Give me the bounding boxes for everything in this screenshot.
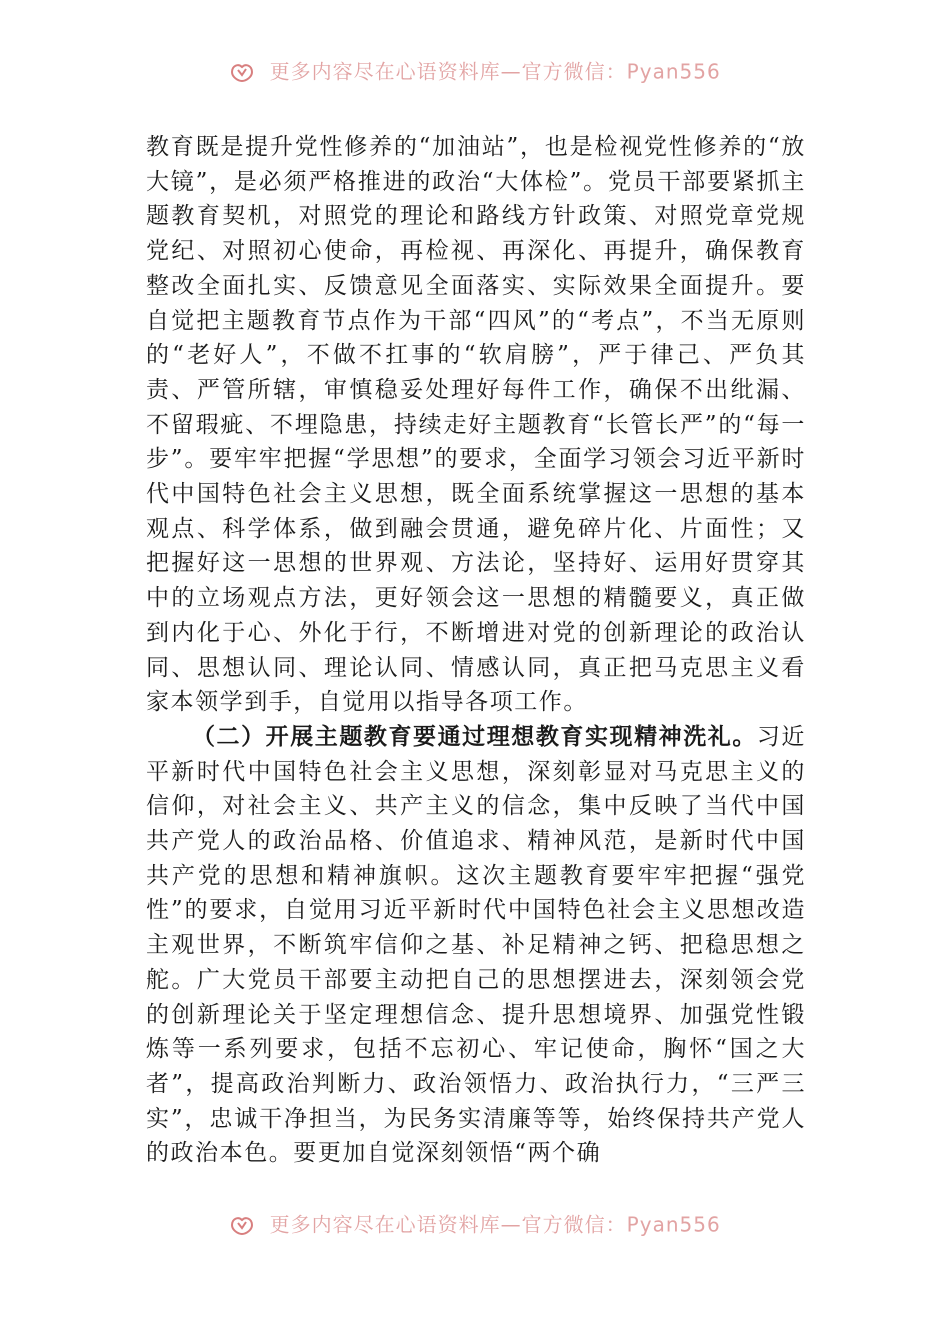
- watermark-header: [0, 58, 950, 84]
- watermark-logo-icon: [229, 61, 255, 83]
- document-body: [146, 130, 806, 1171]
- paragraph-text: 习近平新时代中国特色社会主义思想，深刻彰显对马克思主义的信仰，对社会主义、共产主义的信念，集中反映了当代中国共产党人的政治品格、价值追求、精神风范，是新时代中国共产党的思想和精神旗帜。这次主题教育要牢牢把握“强党性”的要求，自觉用习近平新时代中国特色社会主义思想改造主观世界，不断筑牢信仰之基、补足精神之钙、把稳思想之舵。广大党员干部要主动把自己的思想摆进去，深刻领会党的创新理论关于坚定理想信念、提升思想境界、加强党性锻炼等一系列要求，包括不忘初心、牢记使命，胸怀“国之大者”，提高政治判断力、政治领悟力、政治执行力，“三严三实”，忠诚干净担当，为民务实清廉等等，始终保持共产党人的政治本色。要更加自觉深刻领悟“两个确: [146, 723, 806, 1167]
- body-paragraph: [146, 720, 806, 1171]
- watermark-logo-icon: [229, 1214, 255, 1236]
- paragraph-text: 教育既是提升党性修养的“加油站”，也是检视党性修养的“放大镜”，是必须严格推进的政治“大体检”。党员干部要紧抓主题教育契机，对照党的理论和路线方针政策、对照党章党规党纪、对照初心使命，再检视、再深化、再提升，确保教育整改全面扎实、反馈意见全面落实、实际效果全面提升。要自觉把主题教育节点作为干部“四风”的“考点”，不当无原则的“老好人”，不做不扛事的“软肩膀”，严于律己、严负其责、严管所辖，审慎稳妥处理好每件工作，确保不出纰漏、不留瑕疵、不埋隐患，持续走好主题教育“长管长严”的“每一步”。要牢牢把握“学思想”的要求，全面学习领会习近平新时代中国特色社会主义思想，既全面系统掌握这一思想的基本观点、科学体系，做到融会贯通，避免碎片化、片面性；又把握好这一思想的世界观、方法论，坚持好、运用好贯穿其中的立场观点方法，更好领会这一思想的精髓要义，真正做到内化于心、外化于行，不断增进对党的创新理论的政治认同、思想认同、理论认同、情感认同，真正把马克思主义看家本领学到手，自觉用以指导各项工作。: [146, 134, 806, 716]
- watermark-text: 更多内容尽在心语资料库—官方微信：Pyan556: [269, 59, 721, 84]
- watermark-text: 更多内容尽在心语资料库—官方微信：Pyan556: [269, 1212, 721, 1237]
- watermark-footer: [0, 1211, 950, 1237]
- body-paragraph: [146, 130, 806, 720]
- section-heading: （二）开展主题教育要通过理想教育实现精神洗礼。: [192, 722, 757, 750]
